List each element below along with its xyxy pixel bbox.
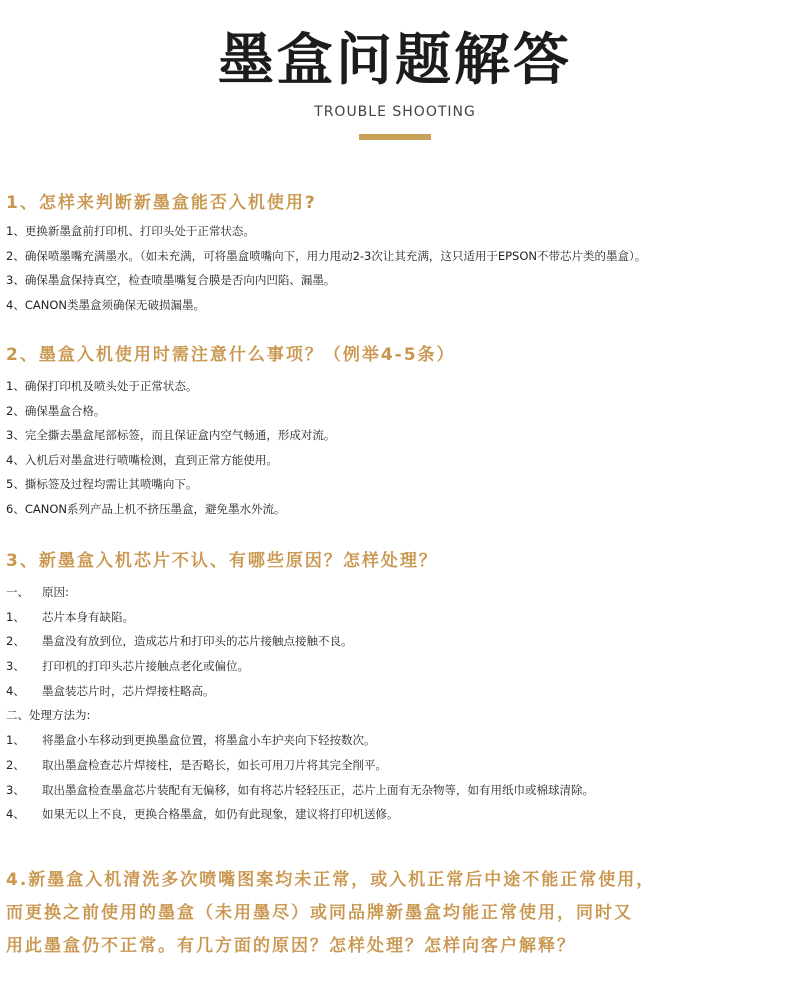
line-number: 一、 [6, 585, 29, 599]
answer-line [6, 728, 784, 753]
question-3-heading: 3、新墨盒入机芯片不认、有哪些原因？怎样处理？ [6, 551, 438, 571]
line-text: 如果无以上不良，更换合格墨盒，如仍有此现象，建议将打印机送修。 [42, 807, 399, 822]
line-number: 4、 [6, 683, 25, 698]
answer-line: 4、CANON类墨盒须确保无破损漏墨。 [6, 297, 205, 312]
answer-line [6, 629, 784, 654]
question-1-answers [6, 219, 784, 317]
line-number: 4、 [6, 807, 25, 822]
page-title: 墨盒问题解答 [218, 28, 572, 93]
line-text: 原因: [42, 585, 69, 599]
line-text: 打印机的打印头芯片接触点老化或偏位。 [42, 659, 249, 674]
answer-line [6, 802, 784, 827]
title-divider [359, 134, 431, 140]
answer-line [6, 654, 784, 679]
page-subtitle: TROUBLE SHOOTING [314, 104, 476, 120]
line-text: 将墨盒小车移动到更换墨盒位置，将墨盒小车护夹向下轻按数次。 [42, 733, 376, 748]
line-number: 3、 [6, 782, 25, 797]
answer-line: 6、CANON系列产品上机不挤压墨盒，避免墨水外流。 [6, 501, 286, 516]
answer-line [6, 753, 784, 778]
question-2-answers [6, 374, 784, 521]
line-number: 2、 [6, 634, 25, 649]
answer-line [6, 679, 784, 704]
question-3-answers [6, 580, 784, 827]
question-1-heading: 1、怎样来判断新墨盒能否入机使用? [6, 193, 317, 213]
line-text: 芯片本身有缺陷。 [42, 609, 134, 624]
answer-line: 5、撕标签及过程均需让其喷嘴向下。 [6, 477, 198, 491]
question-4-heading [6, 864, 655, 963]
question-2-heading: 2、墨盒入机使用时需注意什么事项？（例举4-5条） [6, 345, 456, 365]
line-number: 二、处理方法为: [6, 708, 91, 723]
answer-line: 4、入机后对墨盒进行喷嘴检测，直到正常方能使用。 [6, 452, 278, 467]
answer-line: 3、确保墨盒保持真空，检查喷墨嘴复合膜是否向内凹陷、漏墨。 [6, 273, 336, 287]
answer-line [6, 605, 784, 630]
heading-line: 4.新墨盒入机清洗多次喷嘴图案均未正常，或入机正常后中途不能正常使用， [6, 870, 656, 890]
answer-line: 2、确保墨盒合格。 [6, 403, 106, 418]
answer-line: 3、完全撕去墨盒尾部标签，而且保证盒内空气畅通，形成对流。 [6, 428, 336, 442]
line-text: 取出墨盒检查墨盒芯片装配有无偏移，如有将芯片轻轻压正，芯片上面有无杂物等，如有用纸巾或棉球清除。 [42, 782, 594, 797]
heading-line: 用此墨盒仍不正常。有几方面的原因？怎样处理？怎样向客户解释？ [6, 936, 576, 956]
line-text: 墨盒没有放到位，造成芯片和打印头的芯片接触点接触不良。 [42, 634, 353, 649]
heading-line: 而更换之前使用的墨盒（未用墨尽）或同品牌新墨盒均能正常使用，同时又 [6, 903, 633, 923]
line-number: 3、 [6, 659, 25, 674]
answer-line [6, 580, 784, 605]
answer-line: 2、确保喷墨嘴充满墨水。（如未充满，可将墨盒喷嘴向下，用力甩动2-3次让其充满，这只适用于EPSON不带芯片类的墨盒）。 [6, 248, 647, 263]
answer-line: 1、确保打印机及喷头处于正常状态。 [6, 379, 198, 393]
answer-line [6, 778, 784, 803]
line-number: 2、 [6, 757, 25, 772]
answer-line: 1、更换新墨盒前打印机、打印头处于正常状态。 [6, 224, 255, 238]
line-text: 取出墨盒检查芯片焊接柱，是否略长，如长可用刀片将其完全削平。 [42, 757, 387, 772]
answer-line [6, 703, 784, 728]
line-number: 1、 [6, 733, 25, 748]
line-text: 墨盒装芯片时，芯片焊接柱略高。 [42, 683, 215, 698]
line-number: 1、 [6, 609, 25, 624]
